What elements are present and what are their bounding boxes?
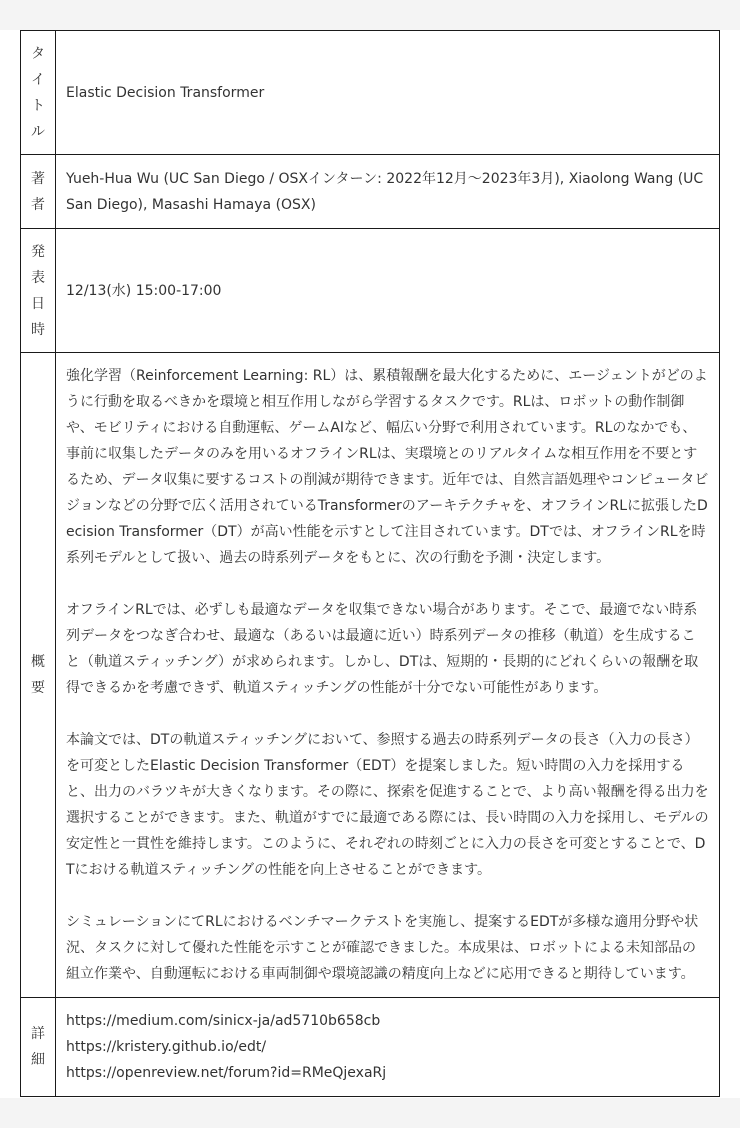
row-date [21,229,720,353]
row-authors [21,155,720,229]
abstract-value [56,353,720,998]
date-label [21,229,56,353]
date-label-char: 時 [31,321,45,338]
details-label-char: 細 [31,1052,45,1068]
row-details [21,998,720,1097]
authors-label [21,155,56,229]
abstract-paragraph: オフラインRLでは、必ずしも最適なデータを収集できない場合があります。そこで、最適でない時系列データをつなぎ合わせ、最適な（あるいは最適に近い）時系列データの推移（軌道）を生成すること（軌道スティッチング）が求められます。しかし、DTは、短期的・長期的にどれくらいの報酬を取得できるかを考慮できず、軌道スティッチングの性能が十分でない可能性があります。 [66,601,699,696]
date-value: 12/13(水) 15:00-17:00 [56,229,720,353]
abstract-paragraph: シミュレーションにてRLにおけるベンチマークテストを実施し、提案するEDTが多様な適用分野や状況、タスクに対して優れた性能を示すことが確認できました。本成果は、ロボットによる未知部品の組立作業や、自動運転における車両制御や環境認識の精度向上などに応用できると期待しています。 [66,913,699,982]
details-label [21,998,56,1097]
authors-value: Yueh-Hua Wu (UC San Diego / OSXインターン: 2022年12月〜2023年3月), Xiaolong Wang (UC San Diego), Masashi Hamaya (OSX) [56,155,720,229]
row-abstract [21,353,720,998]
abstract-label [21,353,56,998]
title-label-char: ル [31,123,45,140]
title-label-char: タ [31,45,45,62]
project-page-link[interactable]: https://kristery.github.io/edt/ [66,1039,267,1055]
authors-label-char: 著 [31,170,45,187]
presentation-info-table [20,30,720,1097]
title-label-char: イ [31,71,45,88]
authors-label-char: 者 [31,196,45,213]
title-value: Elastic Decision Transformer [56,31,720,155]
openreview-link[interactable]: https://openreview.net/forum?id=RMeQjexaRj [66,1065,387,1081]
title-label [21,31,56,155]
row-title [21,31,720,155]
date-label-char: 日 [31,295,45,312]
date-label-char: 発 [31,243,45,260]
abstract-label-char: 要 [31,680,45,696]
title-label-char: ト [31,97,45,114]
medium-article-link[interactable]: https://medium.com/sinicx-ja/ad5710b658cb [66,1013,381,1029]
abstract-label-char: 概 [31,654,45,670]
details-label-char: 詳 [31,1026,45,1042]
abstract-paragraph: 本論文では、DTの軌道スティッチングにおいて、参照する過去の時系列データの長さ（入力の長さ）を可変としたElastic Decision Transformer（EDT）を提案しました。短い時間の入力を採用すると、出力のバラツキが大きくなります。その際に、探索を促進することで、より高い報酬を得る出力を選択することができます。また、軌道がすでに最適である際には、長い時間の入力を採用し、モデルの安定性と一貫性を維持します。このように、それぞれの時刻ごとに入力の長さを可変とすることで、DTにおける軌道スティッチングの性能を向上させることができます。 [66,731,709,878]
abstract-paragraph: 強化学習（Reinforcement Learning: RL）は、累積報酬を最大化するために、エージェントがどのように行動を取るべきかを環境と相互作用しながら学習するタスクです。RLは、ロボットの動作制御や、モビリティにおける自動運転、ゲームAIなど、幅広い分野で利用されています。RLのなかでも、事前に収集したデータのみを用いるオフラインRLは、実環境とのリアルタイムな相互作用を不要とするため、データ収集に要するコストの削減が期待できます。近年では、自然言語処理やコンピュータビジョンなどの分野で広く活用されているTransformerのアーキテクチャを、オフラインRLに拡張したDecision Transformer（DT）が高い性能を示すとして注目されています。DTでは、オフラインRLを時系列モデルとして扱い、過去の時系列データをもとに、次の行動を予測・決定します。 [66,367,709,566]
date-label-char: 表 [31,269,45,286]
document-sheet [0,30,740,1098]
details-value [56,998,720,1097]
